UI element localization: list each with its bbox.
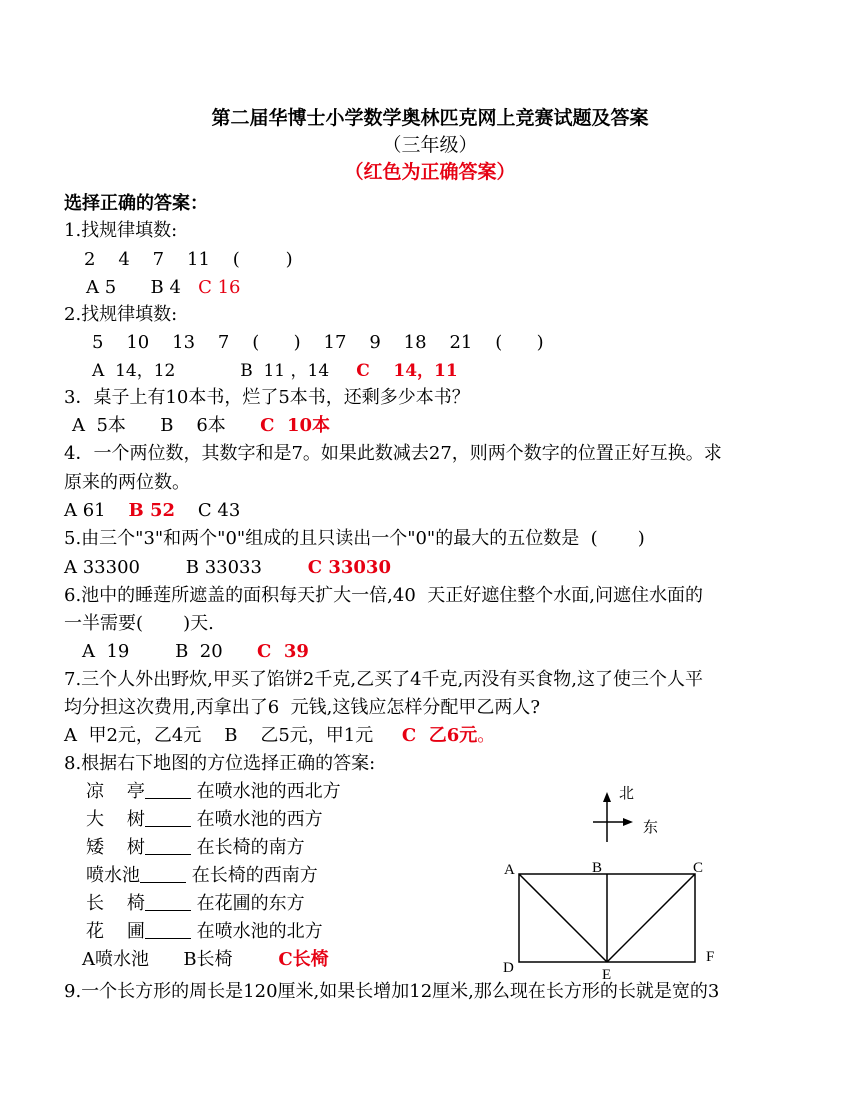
question-8-options (82, 948, 329, 972)
question-2-options (92, 359, 458, 383)
question-4-line-2: 原来的两位数。 (64, 472, 190, 493)
options-text: A 33300 B 33033 (64, 557, 308, 578)
answer-note: （红色为正确答案） (344, 161, 516, 183)
question-6-line-2: 一半需要( )天. (64, 613, 214, 634)
map-line-ae (519, 874, 607, 962)
point-a-label: A (504, 862, 515, 878)
point-f-label: F (706, 949, 715, 965)
correct-answer: B 52 (128, 500, 176, 521)
compass (593, 785, 658, 842)
question-4-options (64, 499, 240, 523)
answer-blank[interactable] (145, 810, 191, 827)
point-b-label: B (592, 860, 603, 876)
options-text: A喷水池 B长椅 (82, 949, 279, 970)
map-item (86, 864, 318, 888)
question-9: 9.一个长方形的周长是120厘米,如果长增加12厘米,那么现在长方形的长就是宽的3 (64, 981, 720, 1002)
correct-answer: C 10本 (260, 415, 331, 436)
map-item (86, 808, 323, 832)
grade-label: （三年级） (382, 134, 478, 156)
map-item (86, 836, 305, 860)
options-text: A 5 B 4 (86, 277, 199, 298)
direction-map (495, 780, 735, 985)
question-1-sequence: 2 4 7 11 ( ) (84, 249, 293, 270)
point-d-label: D (503, 960, 514, 976)
east-arrow-icon (623, 818, 633, 826)
section-heading: 选择正确的答案： (64, 193, 208, 214)
item-desc: 在长椅的南方 (196, 837, 305, 858)
item-desc: 在花圃的东方 (196, 893, 305, 914)
question-8: 8.根据右下地图的方位选择正确的答案: (64, 753, 376, 774)
question-3-options (72, 414, 330, 438)
map-item (86, 892, 305, 916)
item-name: 喷水池 (86, 865, 140, 886)
item-name: 大 树 (86, 809, 145, 830)
item-name: 矮 树 (86, 837, 145, 858)
item-desc: 在喷水池的西方 (196, 809, 323, 830)
point-e-label: E (602, 967, 612, 983)
options-text: A 19 B 20 (82, 641, 258, 662)
item-desc: 在喷水池的北方 (196, 921, 323, 942)
item-name: 凉 亭 (86, 781, 145, 802)
options-text: C 43 (175, 500, 241, 521)
item-desc: 在长椅的西南方 (191, 865, 318, 886)
question-6-options (82, 640, 309, 664)
item-name: 花 圃 (86, 921, 145, 942)
options-text: A 61 (64, 500, 129, 521)
question-2: 2.找规律填数: (64, 304, 178, 325)
map-item (86, 920, 323, 944)
item-desc: 在喷水池的西北方 (196, 781, 341, 802)
correct-answer: C 33030 (307, 557, 391, 578)
correct-answer: C 39 (257, 641, 309, 662)
correct-answer: C 14，11 (356, 361, 458, 381)
question-7-options (64, 724, 495, 748)
question-6-line-1: 6.池中的睡莲所遮盖的面积每天扩大一倍,40 天正好遮住整个水面,问遮住水面的 (64, 585, 703, 606)
options-text: A 甲2元，乙4元 B 乙5元，甲1元 (64, 725, 402, 746)
correct-answer: C 乙6元 (401, 725, 478, 746)
answer-blank[interactable] (145, 922, 191, 939)
item-name: 长 椅 (86, 893, 145, 914)
question-4-line-1: 4．一个两位数，其数字和是7。如果此数减去27，则两个数字的位置正好互换。求 (64, 443, 722, 464)
question-5-options (64, 556, 391, 580)
answer-blank[interactable] (145, 782, 191, 799)
answer-blank[interactable] (140, 866, 186, 883)
north-label: 北 (619, 786, 635, 802)
answer-blank[interactable] (145, 838, 191, 855)
question-2-sequence: 5 10 13 7 ( ) 17 9 18 21 ( ) (92, 332, 544, 353)
question-1: 1.找规律填数: (64, 220, 178, 241)
options-text: A 14，12 B 11 ，14 (92, 361, 357, 381)
question-5: 5.由三个"3"和两个"0"组成的且只读出一个"0"的最大的五位数是 ( ) (64, 528, 645, 549)
answer-tail: 。 (477, 725, 496, 746)
north-arrow-icon (603, 792, 611, 802)
map-item (86, 780, 341, 804)
question-3: 3．桌子上有10本书，烂了5本书，还剩多少本书？ (64, 387, 470, 408)
options-text: A 5本 B 6本 (72, 415, 261, 436)
point-c-label: C (693, 860, 704, 876)
correct-answer: C长椅 (278, 949, 329, 970)
question-7-line-2: 均分担这次费用,丙拿出了6 元钱,这钱应怎样分配甲乙两人? (64, 697, 540, 718)
page-title: 第二届华博士小学数学奥林匹克网上竞赛试题及答案 (211, 107, 649, 129)
east-label: 东 (643, 820, 659, 836)
map-line-ce (607, 874, 695, 962)
correct-answer: C 16 (198, 277, 241, 298)
question-1-options (86, 276, 240, 300)
answer-blank[interactable] (145, 894, 191, 911)
question-7-line-1: 7.三个人外出野炊,甲买了馅饼2千克,乙买了4千克,丙没有买食物,这了使三个人平 (64, 669, 703, 690)
